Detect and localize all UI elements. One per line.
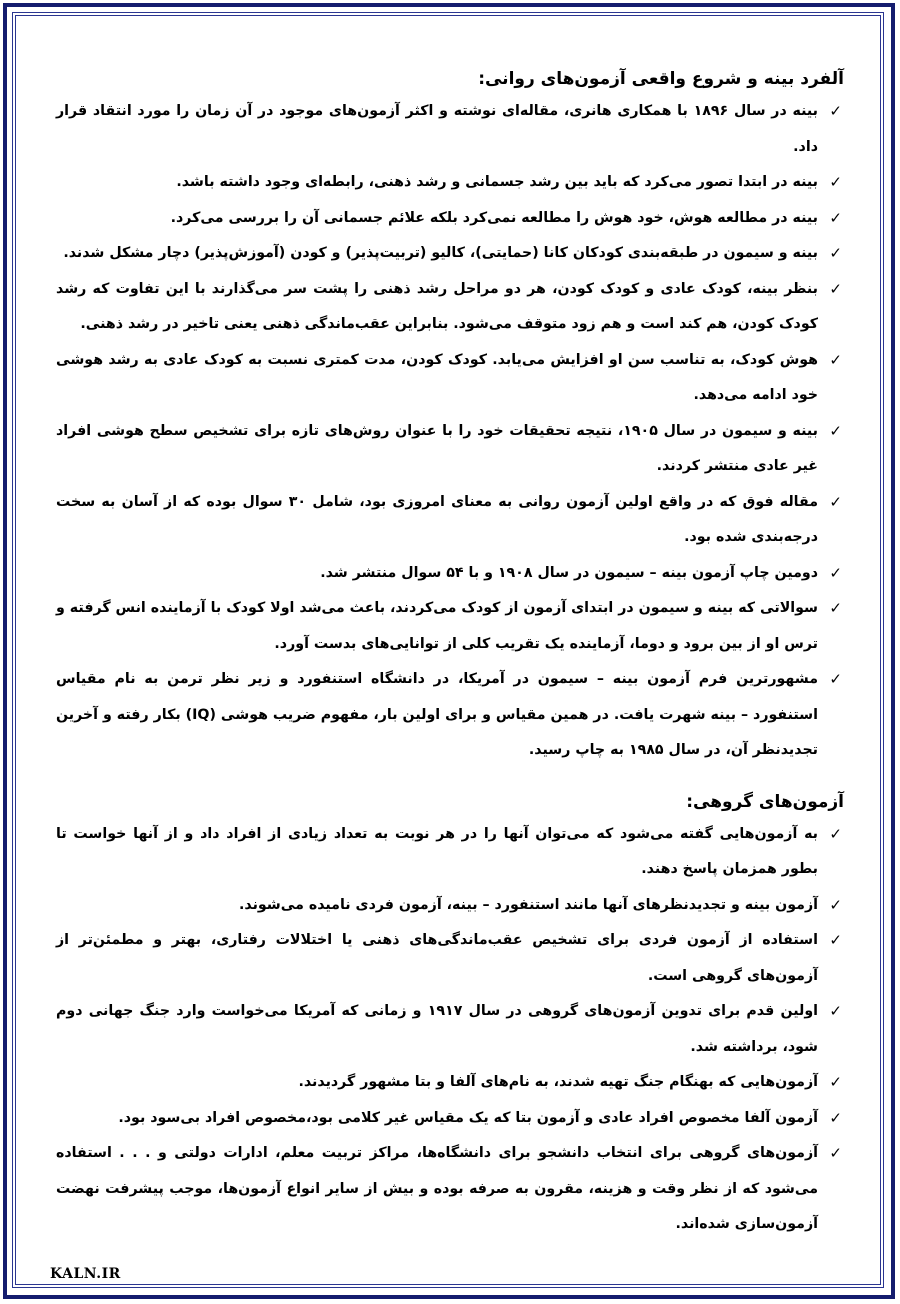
check-icon: ✓: [829, 824, 842, 843]
list-item-text: بنظر بینه، کودک عادی و کودک کودن، هر دو مراحل رشد ذهنی را پشت سر می‌گذارند با این تفاوت که رشد کودک کودن، هم کند است و هم زود متوقف می‌شود. بنابراین عقب‌ماندگی ذهنی یعنی تاخیر در رشد ذهنی.: [56, 280, 818, 332]
check-icon: ✓: [829, 670, 842, 688]
list-item-text: آزمون‌های گروهی برای انتخاب دانشجو برای دانشگاه‌ها، مراکز تربیت معلم، ادارات دولتی و . . . استفاده می‌شود که از نظر وقت و هزینه، مقرون به صرفه بوده و بیش از سایر انواع آزمون‌ها، موجب پیشرفت نهضت آزمون‌سازی شده‌اند.: [56, 1145, 818, 1232]
list-item-text: بینه و سیمون در طبقه‌بندی کودکان کانا (حمایتی)، کالیو (تربیت‌پذیر) و کودن (آموزش‌پذیر) دچار مشکل شدند.: [63, 245, 818, 261]
check-icon: ✓: [829, 1108, 842, 1127]
check-icon: ✓: [829, 931, 842, 949]
list-item-text: بینه در مطالعه هوش، خود هوش را مطالعه نمی‌کرد بلکه علائم جسمانی آن را بررسی می‌کرد.: [170, 209, 818, 226]
list-item: [56, 165, 844, 201]
list-item: [56, 591, 844, 662]
check-icon: ✓: [829, 1144, 842, 1162]
bullet-list-binet: [56, 94, 844, 769]
list-item-text: اولین قدم برای تدوین آزمون‌های گروهی در سال ۱۹۱۷ و زمانی که آمریکا می‌خواست وارد جنگ جهانی دوم شود، برداشته شد.: [56, 1003, 819, 1055]
list-item: [56, 662, 844, 769]
list-item: [56, 1136, 844, 1243]
check-icon: ✓: [829, 1002, 842, 1020]
list-item: [56, 414, 844, 485]
check-icon: ✓: [829, 563, 842, 582]
section-heading-group-tests: آزمون‌های گروهی:: [686, 791, 844, 812]
list-item: [56, 994, 844, 1065]
check-icon: ✓: [829, 173, 842, 191]
list-item-text: آزمون آلفا مخصوص افراد عادی و آزمون بتا که یک مقیاس غیر کلامی بود،مخصوص افراد بی‌سود بود.: [118, 1109, 818, 1126]
list-item-text: بینه در ابتدا تصور می‌کرد که باید بین رشد جسمانی و رشد ذهنی، رابطه‌ای وجود داشته باشد.: [176, 174, 818, 190]
check-icon: ✓: [829, 421, 842, 440]
list-item: [56, 272, 844, 343]
check-icon: ✓: [829, 1073, 842, 1091]
section-heading-binet: آلفرد بینه و شروع واقعی آزمون‌های روانی:: [478, 69, 844, 89]
check-icon: ✓: [829, 599, 842, 617]
list-item: [56, 236, 844, 272]
check-icon: ✓: [829, 350, 842, 369]
list-item-text: مقاله فوق که در واقع اولین آزمون روانی به معنای امروزی بود، شامل ۳۰ سوال بوده که از آسان به سخت درجه‌بندی شده بود.: [56, 493, 818, 545]
list-item-text: بینه در سال ۱۸۹۶ با همکاری هانری، مقاله‌ای نوشته و اکثر آزمون‌های موجود در آن زمان را مورد انتقاد قرار داد.: [56, 103, 818, 155]
list-item-text: مشهورترین فرم آزمون بینه – سیمون در آمریکا، در دانشگاه استنفورد و زیر نظر ترمن به نام مقیاس استنفورد – بینه شهرت یافت. در همین مقیاس و برای اولین بار، مفهوم ضریب هوشی (IQ) بکار رفته و آخرین تجدیدنظر آن، در سال ۱۹۸۵ به چاپ رسید.: [56, 671, 818, 758]
document-content: [56, 64, 844, 1243]
list-item: [56, 1065, 844, 1101]
list-item-text: آزمون بینه و تجدیدنظرهای آنها مانند استنفورد – بینه، آزمون فردی نامیده می‌شوند.: [238, 896, 818, 913]
list-item-text: سوالاتی که بینه و سیمون در ابتدای آزمون از کودک می‌کردند، باعث می‌شد اولا کودک با آزماینده انس گرفته و ترس او از بین برود و دوما، آزماینده یک تقریب کلی از توانایی‌های بدست آورد.: [56, 600, 818, 652]
list-item: [56, 94, 844, 165]
check-icon: ✓: [829, 244, 842, 262]
bullet-list-group-tests: [56, 817, 844, 1243]
check-icon: ✓: [829, 279, 842, 298]
list-item-text: دومین چاپ آزمون بینه – سیمون در سال ۱۹۰۸ و با ۵۴ سوال منتشر شد.: [320, 564, 818, 581]
list-item: [56, 556, 844, 592]
footer-site-label: KALN.IR: [50, 1266, 121, 1282]
list-item: [56, 817, 844, 888]
list-item: [56, 485, 844, 556]
list-item-text: بینه و سیمون در سال ۱۹۰۵، نتیجه تحقیقات خود را با عنوان روش‌های تازه برای تشخیص سطح هوشی افراد غیر عادی منتشر کردند.: [56, 422, 818, 474]
list-item-text: آزمون‌هایی که بهنگام جنگ تهیه شدند، به نام‌های آلفا و بتا مشهور گردیدند.: [298, 1074, 818, 1090]
list-item: [56, 201, 844, 237]
list-item-text: استفاده از آزمون فردی برای تشخیص عقب‌ماندگی‌های ذهنی یا اختلالات رفتاری، بهتر و مطمئن‌تر از آزمون‌های گروهی است.: [56, 932, 818, 984]
list-item-text: به آزمون‌هایی گفته می‌شود که می‌توان آنها را در هر نوبت به تعداد زیادی از افراد داد و از آنها خواست تا بطور همزمان پاسخ دهند.: [56, 825, 818, 877]
check-icon: ✓: [829, 208, 842, 227]
list-item: [56, 923, 844, 994]
check-icon: ✓: [829, 102, 842, 120]
check-icon: ✓: [829, 895, 842, 914]
check-icon: ✓: [829, 492, 842, 511]
list-item: [56, 1101, 844, 1137]
list-item: [56, 888, 844, 924]
list-item: [56, 343, 844, 414]
list-item-text: هوش کودک، به تناسب سن او افزایش می‌یابد. کودک کودن، مدت کمتری نسبت به کودک عادی به رشد هوشی خود ادامه می‌دهد.: [56, 351, 818, 403]
